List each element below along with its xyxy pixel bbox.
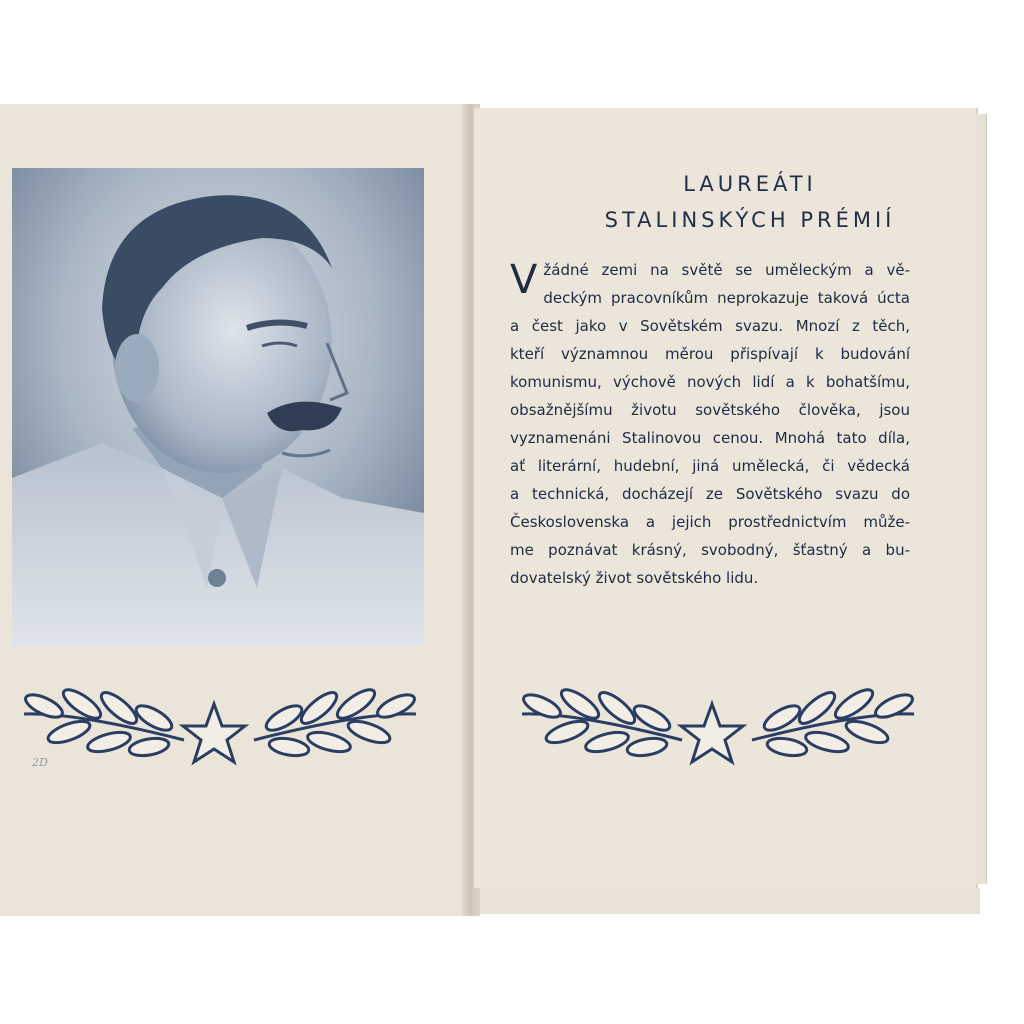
text-line-8: ať literární, hudební, jiná umělecká, či vědecká xyxy=(510,457,910,475)
laurel-branch-icon xyxy=(752,685,916,759)
pencil-mark: 2D xyxy=(32,756,48,769)
text-line-3: a čest jako v Sovětském svazu. Mnozí z těch, xyxy=(510,317,910,335)
text-line-1-content: žádné zemi na světě se uměleckým a vě- xyxy=(543,261,910,279)
text-line-11: me poznávat krásný, svobodný, šťastný a bu- xyxy=(510,541,910,559)
page-edge-bottom xyxy=(480,888,980,914)
laurel-branch-icon xyxy=(22,685,184,759)
star-icon xyxy=(681,704,743,762)
text-line-12: dovatelský život sovětského lidu. xyxy=(510,569,759,587)
star-icon xyxy=(183,704,245,762)
left-page xyxy=(0,104,470,916)
laurel-branch-icon xyxy=(254,685,418,759)
portrait-photo xyxy=(12,168,424,646)
text-line-7: vyznamenáni Stalinovou cenou. Mnohá tato díla, xyxy=(510,429,910,447)
text-line-2: deckým pracovníkům neprokazuje taková úcta xyxy=(543,289,910,307)
title-line-2: STALINSKÝCH PRÉMIÍ xyxy=(604,208,896,232)
open-booklet xyxy=(0,104,1024,916)
text-line-5: komunismu, výchově nových lidí a k bohatšímu, xyxy=(510,373,910,391)
laurel-ornament-left xyxy=(14,682,426,768)
text-line-9: a technická, docházejí ze Sovětského svazu do xyxy=(510,485,910,503)
text-line-6: obsažnějšímu životu sovětského člověka, jsou xyxy=(510,401,910,419)
text-line-4: kteří významnou měrou přispívají k budování xyxy=(510,345,910,363)
page-title xyxy=(474,166,976,238)
laurel-ornament-right xyxy=(508,682,928,768)
title-line-1: LAUREÁTI xyxy=(683,172,817,196)
text-line-10: Československa a jejich prostřednictvím může- xyxy=(510,513,910,531)
page-edge xyxy=(976,114,987,884)
laurel-branch-icon xyxy=(520,685,682,759)
body-paragraph xyxy=(510,256,910,592)
drop-cap: V xyxy=(510,257,538,303)
